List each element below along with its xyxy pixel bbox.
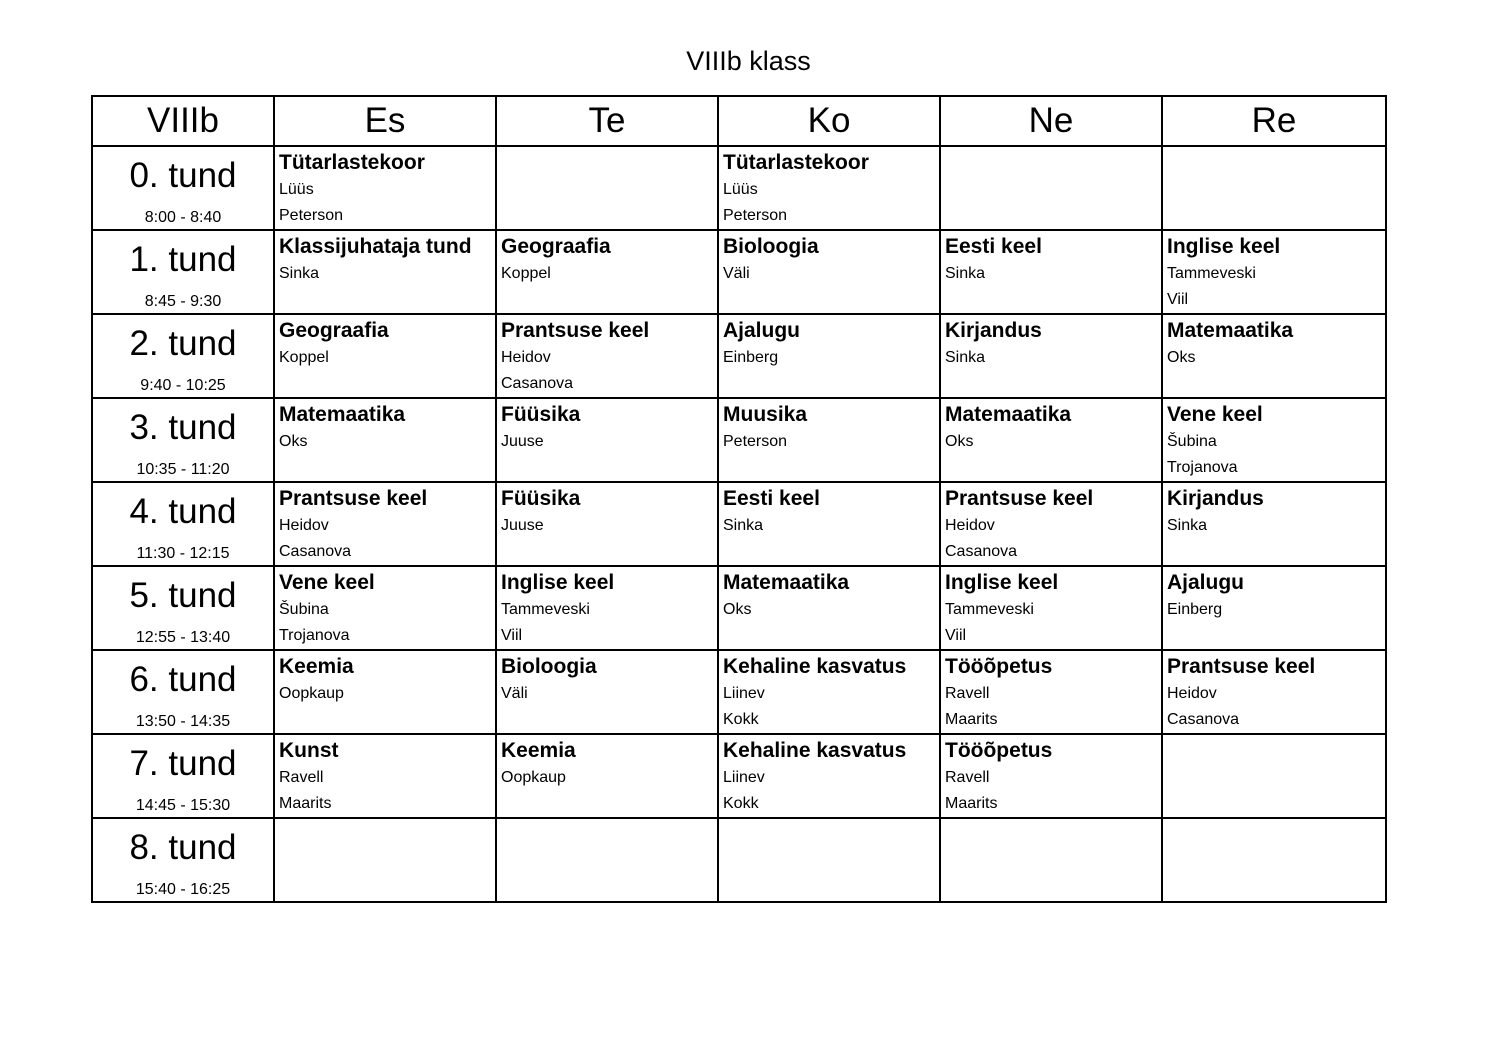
period-cell	[92, 398, 274, 482]
lesson-teacher: Sinka	[723, 517, 764, 534]
lesson-cell	[496, 734, 718, 818]
lesson-subject: Keemia	[279, 655, 354, 678]
period-name: 4. tund	[129, 492, 237, 531]
lesson-subject: Bioloogia	[501, 655, 597, 678]
period-row	[92, 230, 1386, 314]
lesson-cell	[940, 566, 1162, 650]
lesson-teacher: Juuse	[501, 517, 544, 534]
lesson-subject: Tütarlastekoor	[723, 151, 869, 174]
lesson-teacher: Kokk	[723, 795, 759, 812]
header-day-re: Re	[1162, 96, 1386, 146]
lesson	[1163, 315, 1385, 371]
lesson	[1163, 399, 1385, 481]
lesson-cell	[718, 734, 940, 818]
header-class: VIIIb	[92, 96, 274, 146]
lesson-cell	[496, 398, 718, 482]
lesson-teacher: Oopkaup	[501, 769, 566, 786]
lesson-teacher: Ravell	[279, 769, 324, 786]
period-name: 5. tund	[129, 576, 237, 615]
lesson	[275, 483, 495, 565]
lesson	[1163, 483, 1385, 539]
lesson-teacher: Tammeveski	[1167, 265, 1256, 282]
lesson	[719, 483, 939, 539]
lesson-subject: Prantsuse keel	[279, 487, 428, 510]
lesson-teacher: Oks	[723, 601, 752, 618]
lesson	[275, 315, 495, 371]
lesson-teacher: Casanova	[1167, 711, 1240, 728]
lesson-teacher: Koppel	[501, 265, 551, 282]
lesson-teacher: Casanova	[945, 543, 1018, 560]
lesson	[275, 651, 495, 707]
period-row	[92, 818, 1386, 902]
lesson-cell	[1162, 146, 1386, 230]
lesson-cell	[940, 650, 1162, 734]
lesson	[1163, 231, 1385, 313]
lesson	[497, 567, 717, 649]
lesson-cell	[1162, 398, 1386, 482]
lesson-subject: Matemaatika	[1167, 319, 1294, 342]
lesson-cell	[274, 734, 496, 818]
lesson	[941, 399, 1161, 455]
lesson-cell	[718, 314, 940, 398]
lesson-subject: Tööõpetus	[945, 655, 1053, 678]
lesson-teacher: Lüüs	[279, 181, 314, 198]
header-day-te: Te	[496, 96, 718, 146]
header-day-ko: Ko	[718, 96, 940, 146]
period-row	[92, 566, 1386, 650]
lesson	[719, 735, 939, 817]
lesson-subject: Muusika	[723, 403, 808, 426]
lesson-teacher: Trojanova	[279, 627, 350, 644]
lesson-cell	[1162, 314, 1386, 398]
lesson-teacher: Väli	[501, 685, 528, 702]
lesson-cell	[1162, 818, 1386, 902]
lesson-subject: Tütarlastekoor	[279, 151, 425, 174]
period-row	[92, 146, 1386, 230]
lesson-subject: Prantsuse keel	[501, 319, 650, 342]
lesson-cell	[718, 650, 940, 734]
header-day-es: Es	[274, 96, 496, 146]
lesson	[719, 315, 939, 371]
lesson-cell	[274, 398, 496, 482]
lesson-cell	[940, 146, 1162, 230]
lesson-cell	[496, 650, 718, 734]
lesson-teacher: Ravell	[945, 769, 990, 786]
lesson	[719, 651, 939, 733]
lesson-teacher: Liinev	[723, 769, 765, 786]
lesson-cell	[718, 146, 940, 230]
period-cell	[92, 146, 274, 230]
lesson-cell	[718, 818, 940, 902]
lesson	[719, 147, 939, 229]
period-cell	[92, 566, 274, 650]
lesson-cell	[1162, 482, 1386, 566]
lesson-teacher: Heidov	[279, 517, 329, 534]
lesson	[719, 231, 939, 287]
lesson-subject: Geograafia	[501, 235, 611, 258]
lesson-subject: Inglise keel	[501, 571, 615, 594]
lesson-teacher: Viil	[1167, 291, 1189, 308]
lesson-cell	[274, 650, 496, 734]
period-name: 3. tund	[129, 408, 237, 447]
lesson-subject: Vene keel	[279, 571, 375, 594]
lesson-teacher: Peterson	[723, 433, 788, 450]
period-time: 10:35 - 11:20	[136, 461, 230, 478]
period-name: 2. tund	[129, 324, 237, 363]
lesson-cell	[496, 230, 718, 314]
period-name: 0. tund	[129, 156, 237, 195]
lesson-cell	[274, 146, 496, 230]
lesson-cell	[1162, 734, 1386, 818]
lesson-teacher: Sinka	[945, 349, 986, 366]
lesson-teacher: Peterson	[279, 207, 344, 224]
lesson-cell	[718, 482, 940, 566]
period-row	[92, 482, 1386, 566]
lesson-teacher: Sinka	[945, 265, 986, 282]
lesson-subject: Tööõpetus	[945, 739, 1053, 762]
period-time: 14:45 - 15:30	[135, 797, 231, 814]
lesson-cell	[274, 566, 496, 650]
header-row	[92, 96, 1386, 146]
lesson	[497, 651, 717, 707]
lesson-teacher: Trojanova	[1167, 459, 1238, 476]
period-row	[92, 314, 1386, 398]
lesson-subject: Prantsuse keel	[1167, 655, 1316, 678]
period-cell	[92, 650, 274, 734]
period-name: 8. tund	[129, 828, 237, 867]
lesson	[1163, 567, 1385, 623]
lesson-subject: Kunst	[279, 739, 339, 762]
lesson	[719, 399, 939, 455]
lesson-teacher: Tammeveski	[501, 601, 590, 618]
lesson-teacher: Viil	[501, 627, 523, 644]
period-time: 9:40 - 10:25	[140, 377, 226, 394]
lesson	[275, 567, 495, 649]
timetable-body	[92, 146, 1386, 902]
lesson-subject: Matemaatika	[279, 403, 406, 426]
lesson	[497, 231, 717, 287]
period-time: 8:45 - 9:30	[144, 293, 222, 310]
lesson	[941, 735, 1161, 817]
lesson-teacher: Sinka	[279, 265, 320, 282]
lesson-teacher: Casanova	[279, 543, 352, 560]
lesson-subject: Inglise keel	[945, 571, 1059, 594]
lesson	[275, 231, 495, 287]
timetable	[91, 95, 1387, 903]
lesson-teacher: Ravell	[945, 685, 990, 702]
lesson-teacher: Heidov	[1167, 685, 1217, 702]
lesson-subject: Prantsuse keel	[945, 487, 1094, 510]
lesson-teacher: Heidov	[501, 349, 551, 366]
lesson-subject: Eesti keel	[723, 487, 820, 510]
lesson-teacher: Šubina	[1167, 433, 1217, 450]
lesson-cell	[940, 482, 1162, 566]
lesson-cell	[940, 314, 1162, 398]
lesson	[941, 567, 1161, 649]
period-time: 13:50 - 14:35	[135, 713, 231, 730]
lesson-subject: Matemaatika	[723, 571, 850, 594]
lesson-cell	[718, 230, 940, 314]
lesson	[497, 735, 717, 791]
lesson-cell	[940, 230, 1162, 314]
lesson-teacher: Peterson	[723, 207, 788, 224]
lesson-teacher: Einberg	[723, 349, 779, 366]
lesson-subject: Eesti keel	[945, 235, 1042, 258]
period-cell	[92, 314, 274, 398]
lesson-subject: Ajalugu	[723, 319, 800, 342]
lesson-teacher: Casanova	[501, 375, 574, 392]
lesson-subject: Matemaatika	[945, 403, 1072, 426]
lesson	[941, 231, 1161, 287]
lesson	[497, 483, 717, 539]
period-name: 7. tund	[129, 744, 237, 783]
lesson-teacher: Maarits	[945, 795, 998, 812]
lesson-cell	[496, 482, 718, 566]
lesson-teacher: Juuse	[501, 433, 544, 450]
lesson-subject: Ajalugu	[1167, 571, 1244, 594]
lesson-teacher: Sinka	[1167, 517, 1208, 534]
lesson	[275, 147, 495, 229]
period-time: 12:55 - 13:40	[135, 629, 231, 646]
lesson	[941, 483, 1161, 565]
lesson	[275, 399, 495, 455]
period-row	[92, 398, 1386, 482]
lesson-subject: Inglise keel	[1167, 235, 1281, 258]
lesson-cell	[1162, 566, 1386, 650]
lesson	[497, 315, 717, 397]
lesson-subject: Vene keel	[1167, 403, 1263, 426]
period-cell	[92, 818, 274, 902]
lesson-teacher: Einberg	[1167, 601, 1223, 618]
lesson-teacher: Oks	[1167, 349, 1196, 366]
header-day-ne: Ne	[940, 96, 1162, 146]
lesson-teacher: Väli	[723, 265, 750, 282]
period-row	[92, 734, 1386, 818]
lesson-cell	[718, 398, 940, 482]
lesson-cell	[940, 818, 1162, 902]
lesson-teacher: Maarits	[945, 711, 998, 728]
lesson-cell	[274, 818, 496, 902]
lesson-cell	[1162, 230, 1386, 314]
lesson-teacher: Viil	[945, 627, 967, 644]
lesson-subject: Kirjandus	[945, 319, 1042, 342]
lesson-cell	[496, 818, 718, 902]
page-title: VIIIb klass	[686, 46, 811, 76]
lesson-subject: Klassijuhataja tund	[279, 235, 472, 258]
lesson-cell	[1162, 650, 1386, 734]
lesson-teacher: Koppel	[279, 349, 329, 366]
lesson-teacher: Oopkaup	[279, 685, 344, 702]
period-time: 8:00 - 8:40	[144, 209, 222, 226]
lesson-cell	[940, 398, 1162, 482]
lesson-cell	[496, 314, 718, 398]
lesson-cell	[274, 230, 496, 314]
lesson	[719, 567, 939, 623]
lesson-cell	[496, 566, 718, 650]
lesson-cell	[940, 734, 1162, 818]
lesson-teacher: Kokk	[723, 711, 759, 728]
lesson-teacher: Maarits	[279, 795, 332, 812]
lesson	[497, 399, 717, 455]
period-name: 1. tund	[129, 240, 237, 279]
lesson-subject: Bioloogia	[723, 235, 819, 258]
lesson-cell	[718, 566, 940, 650]
lesson-subject: Füüsika	[501, 403, 581, 426]
lesson-subject: Kehaline kasvatus	[723, 739, 907, 762]
lesson-cell	[496, 146, 718, 230]
period-cell	[92, 230, 274, 314]
period-cell	[92, 734, 274, 818]
lesson	[941, 651, 1161, 733]
lesson-teacher: Oks	[279, 433, 308, 450]
lesson-teacher: Heidov	[945, 517, 995, 534]
lesson-subject: Kehaline kasvatus	[723, 655, 907, 678]
lesson-subject: Füüsika	[501, 487, 581, 510]
lesson-teacher: Šubina	[279, 601, 329, 618]
lesson-subject: Geograafia	[279, 319, 389, 342]
lesson-teacher: Tammeveski	[945, 601, 1034, 618]
period-row	[92, 650, 1386, 734]
lesson-cell	[274, 482, 496, 566]
period-time: 15:40 - 16:25	[135, 881, 231, 898]
lesson	[1163, 651, 1385, 733]
period-name: 6. tund	[129, 660, 237, 699]
period-time: 11:30 - 12:15	[136, 545, 230, 562]
lesson-teacher: Oks	[945, 433, 974, 450]
period-cell	[92, 482, 274, 566]
lesson-subject: Keemia	[501, 739, 576, 762]
lesson-cell	[274, 314, 496, 398]
lesson-teacher: Lüüs	[723, 181, 758, 198]
lesson	[941, 315, 1161, 371]
lesson	[275, 735, 495, 817]
lesson-teacher: Liinev	[723, 685, 765, 702]
lesson-subject: Kirjandus	[1167, 487, 1264, 510]
